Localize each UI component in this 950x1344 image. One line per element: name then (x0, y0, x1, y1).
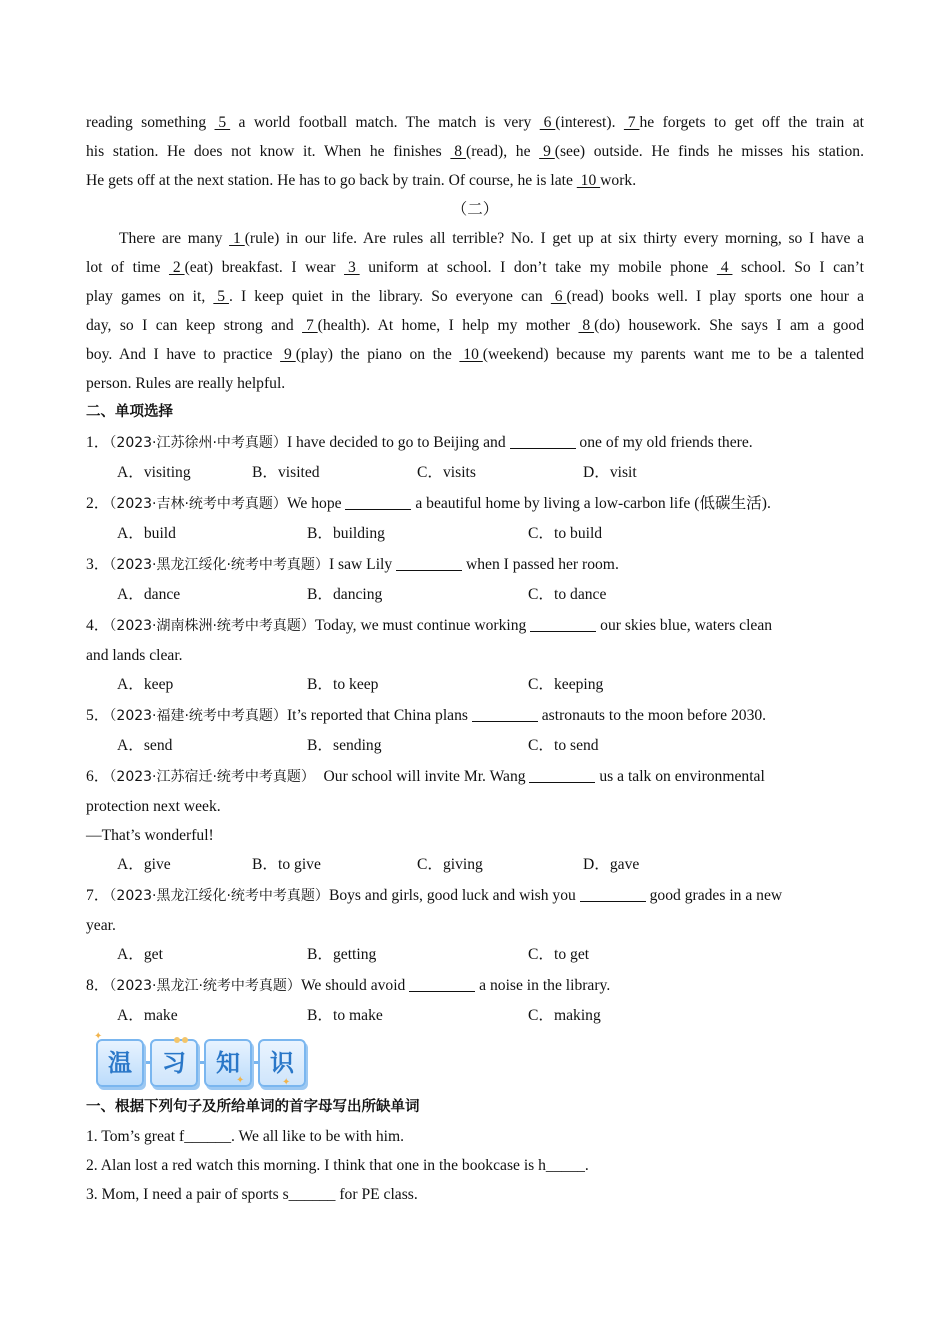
blank-5[interactable]: 5 (214, 114, 231, 131)
option-c[interactable]: C．to build (528, 525, 603, 542)
options-4 (86, 670, 864, 700)
answer-blank[interactable] (510, 431, 576, 449)
passage1-line-1: reading something 5 a world football match. The match is very 6 (interest). 7 he forgets to get off the train at (86, 108, 864, 137)
banner-tile-2: 习 (150, 1039, 198, 1087)
section-title-2: （二） (451, 201, 499, 218)
blank-8[interactable]: 8 (450, 143, 466, 160)
option-c[interactable]: C．visits (417, 464, 476, 481)
option-b[interactable]: B．dancing (307, 586, 383, 603)
option-c[interactable]: C．making (528, 1007, 601, 1024)
options-2 (86, 519, 864, 549)
blank-6[interactable]: 6 (539, 114, 556, 131)
option-b[interactable]: B．to give (252, 856, 321, 873)
options-3 (86, 580, 864, 610)
blank-1[interactable]: 1 (229, 230, 245, 247)
answer-blank[interactable] (529, 765, 595, 783)
options-6 (86, 850, 864, 880)
options-7 (86, 940, 864, 970)
blank-8[interactable]: 8 (578, 317, 595, 334)
option-a[interactable]: A．make (117, 1007, 178, 1024)
options-8 (86, 1001, 864, 1031)
question-6-continued: protection next week. (86, 798, 221, 815)
section-heading-multiple-choice: 二、单项选择 (86, 404, 173, 420)
question-7-continued: year. (86, 917, 116, 934)
review-item-3: 3. Mom, I need a pair of sports s______ for PE class. (86, 1186, 418, 1203)
question-5: 5．（2023·福建·统考中考真题）It’s reported that China plans astronauts to the moon before 2030. (86, 700, 864, 731)
blank-9[interactable]: 9 (539, 143, 555, 160)
answer-blank[interactable] (530, 614, 596, 632)
options-5 (86, 731, 864, 761)
review-item-1: 1. Tom’s great f______. We all like to be with him. (86, 1128, 405, 1145)
option-b[interactable]: B．getting (307, 946, 377, 963)
banner-tile-4: 识 (258, 1039, 306, 1087)
option-c[interactable]: C．to dance (528, 586, 607, 603)
question-8: 8．（2023·黑龙江·统考中考真题）We should avoid a noise in the library. (86, 970, 864, 1001)
review-item-2: 2. Alan lost a red watch this morning. I think that one in the bookcase is h_____. (86, 1157, 589, 1174)
worksheet-page (86, 108, 864, 1209)
blank-10[interactable]: 10 (576, 172, 601, 189)
review-banner (86, 1031, 864, 1093)
option-b[interactable]: B．to keep (307, 676, 379, 693)
blank-7[interactable]: 7 (302, 317, 318, 334)
blank-7[interactable]: 7 (623, 114, 640, 131)
option-a[interactable]: A．build (117, 525, 176, 542)
blank-5[interactable]: 5 (213, 288, 229, 305)
banner-tile-1: 温 (96, 1039, 144, 1087)
passage2-line-1: There are many 1 (rule) in our life. Are rules all terrible? No. I get up at six thirty every morning, so I have a (86, 224, 864, 253)
review-heading: 一、根据下列句子及所给单词的首字母写出所缺单词 (86, 1099, 420, 1115)
option-c[interactable]: C．keeping (528, 676, 604, 693)
option-c[interactable]: C．giving (417, 856, 483, 873)
banner-tile-3: 知 (204, 1039, 252, 1087)
option-c[interactable]: C．to send (528, 737, 599, 754)
question-1: 1．（2023·江苏徐州·中考真题）I have decided to go to Beijing and one of my old friends there. (86, 427, 864, 458)
option-a[interactable]: A．give (117, 856, 171, 873)
option-b[interactable]: B．sending (307, 737, 382, 754)
sparkle-icon: ✦ (236, 1075, 245, 1086)
option-b[interactable]: B．to make (307, 1007, 383, 1024)
option-d[interactable]: D．visit (583, 464, 637, 481)
passage2-line-2: lot of time 2 (eat) breakfast. I wear 3 uniform at school. I don’t take my mobile phone 4 school. So I can’t (86, 253, 864, 282)
option-a[interactable]: A．visiting (117, 464, 191, 481)
question-6: 6．（2023·江苏宿迁·统考中考真题） Our school will invite Mr. Wang us a talk on environmental (86, 761, 864, 792)
answer-blank[interactable] (345, 492, 411, 510)
answer-blank[interactable] (472, 704, 538, 722)
blank-2[interactable]: 2 (168, 259, 185, 276)
option-a[interactable]: A．get (117, 946, 163, 963)
passage2-line-3: play games on it, 5 . I keep quiet in the library. So everyone can 6 (read) books well. I play sports one hour a (86, 282, 864, 311)
sparkle-icon: ✦ (282, 1077, 291, 1088)
question-6-reply: —That’s wonderful! (86, 827, 214, 844)
passage2-line-4: day, so I can keep strong and 7 (health). At home, I help my mother 8 (do) housework. She says I am a good (86, 311, 864, 340)
answer-blank[interactable] (580, 884, 646, 902)
passage1-line-2: his station. He does not know it. When he finishes 8 (read), he 9 (see) outside. He finds he misses his station. (86, 137, 864, 166)
option-a[interactable]: A．keep (117, 676, 174, 693)
blank-9[interactable]: 9 (280, 346, 296, 363)
question-3: 3．（2023·黑龙江绥化·统考中考真题）I saw Lily when I passed her room. (86, 549, 864, 580)
answer-blank[interactable] (396, 553, 462, 571)
decor-dot-icon (182, 1037, 188, 1043)
options-1 (86, 458, 864, 488)
passage1-line-3: He gets off at the next station. He has to go back by train. Of course, he is late 10 work. (86, 166, 864, 195)
passage2-line-5: boy. And I have to practice 9 (play) the piano on the 10 (weekend) because my parents want me to be a talented (86, 340, 864, 369)
blank-10[interactable]: 10 (459, 346, 483, 363)
question-4: 4．（2023·湖南株洲·统考中考真题）Today, we must continue working our skies blue, waters clean (86, 610, 864, 641)
option-b[interactable]: B．building (307, 525, 385, 542)
option-b[interactable]: B．visited (252, 464, 320, 481)
sparkle-icon: ✦ (94, 1031, 103, 1042)
passage2-line-6: person. Rules are really helpful. (86, 375, 286, 392)
question-7: 7．（2023·黑龙江绥化·统考中考真题）Boys and girls, good luck and wish you good grades in a new (86, 880, 864, 911)
blank-4[interactable]: 4 (716, 259, 733, 276)
option-c[interactable]: C．to get (528, 946, 590, 963)
question-4-continued: and lands clear. (86, 647, 183, 664)
blank-6[interactable]: 6 (550, 288, 567, 305)
decor-dot-icon (174, 1037, 180, 1043)
option-d[interactable]: D．gave (583, 856, 640, 873)
option-a[interactable]: A．dance (117, 586, 181, 603)
blank-3[interactable]: 3 (344, 259, 360, 276)
answer-blank[interactable] (409, 974, 475, 992)
option-a[interactable]: A．send (117, 737, 173, 754)
question-2: 2．（2023·吉林·统考中考真题）We hope a beautiful home by living a low-carbon life (低碳生活). (86, 488, 864, 519)
